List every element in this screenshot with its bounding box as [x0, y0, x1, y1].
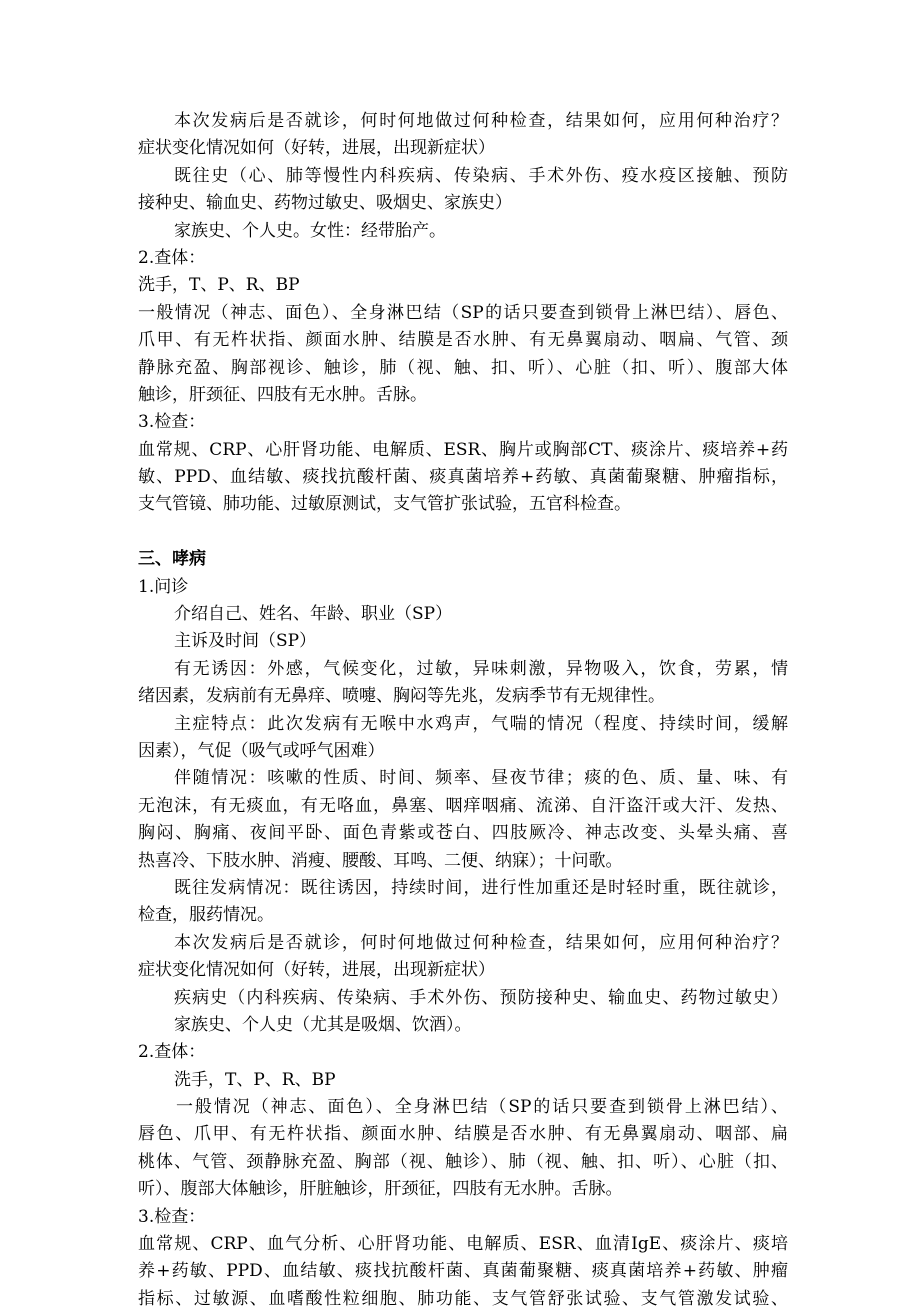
- text-line: 桃体、气管、颈静脉充盈、胸部（视、触诊）、肺（视、触、扣、听）、心脏（扣、: [138, 1151, 788, 1172]
- blank-line: [138, 519, 788, 546]
- text-line: 一般情况（神志、面色）、全身淋巴结（SP的话只要查到锁骨上淋巴结）、: [176, 1097, 788, 1118]
- text-line: 症状变化情况如何（好转，进展，出现新症状）: [138, 960, 495, 981]
- text-line: 听）、腹部大体触诊，肝脏触诊，肝颈征，四肢有无水肿。舌脉。: [138, 1179, 623, 1200]
- text-line: 疾病史（内科疾病、传染病、手术外伤、预防接种史、输血史、药物过敏史）: [174, 987, 788, 1008]
- text-line: 既往发病情况：既往诱因，持续时间，进行性加重还是时轻时重，既往就诊，: [174, 877, 788, 898]
- text-line: 绪因素，发病前有无鼻痒、喷嚏、胸闷等先兆，发病季节有无规律性。: [138, 686, 665, 707]
- text-line: 本次发病后是否就诊，何时何地做过何种检查，结果如何，应用何种治疗？: [174, 932, 788, 953]
- text-line: 唇色、爪甲、有无杵状指、颜面水肿、结膜是否水肿、有无鼻翼扇动、咽部、扁: [138, 1124, 788, 1145]
- text-line: 指标、过敏源、血嗜酸性粒细胞、肺功能、支气管舒张试验、支气管激发试验、: [138, 1288, 788, 1309]
- text-line: 既往史（心、肺等慢性内科疾病、传染病、手术外伤、疫水疫区接触、预防: [174, 165, 788, 186]
- section-heading: 2.查体：: [138, 1042, 206, 1063]
- text-line: 胸闷、胸痛、夜间平卧、面色青紫或苍白、四肢厥冷、神志改变、头晕头痛、喜: [138, 823, 788, 844]
- text-line: 本次发病后是否就诊，何时何地做过何种检查，结果如何，应用何种治疗？: [174, 111, 788, 131]
- text-line: 养+药敏、PPD、血结敏、痰找抗酸杆菌、真菌葡聚糖、痰真菌培养+药敏、肿瘤: [138, 1261, 788, 1282]
- text-line: 症状变化情况如何（好转，进展，出现新症状）: [138, 138, 495, 159]
- text-line: 因素），气促（吸气或呼气困难）: [138, 740, 385, 761]
- text-line: 伴随情况：咳嗽的性质、时间、频率、昼夜节律；痰的色、质、量、味、有: [174, 768, 788, 789]
- text-line: 血常规、CRP、血气分析、心肝肾功能、电解质、ESR、血清IgE、痰涂片、痰培: [138, 1234, 788, 1255]
- section-heading: 1.问诊: [138, 576, 189, 597]
- text-line: 介绍自己、姓名、年龄、职业（SP）: [174, 604, 453, 625]
- text-line: 接种史、输血史、药物过敏史、吸烟史、家族史）: [138, 193, 512, 214]
- section-heading: 2.查体：: [138, 247, 206, 268]
- text-line: 家族史、个人史。女性：经带胎产。: [174, 220, 446, 241]
- text-line: 静脉充盈、胸部视诊、触诊，肺（视、触、扣、听）、心脏（扣、听）、腹部大体: [138, 357, 788, 378]
- text-line: 检查，服药情况。: [138, 905, 274, 926]
- text-line: 支气管镜、肺功能、过敏原测试，支气管扩张试验，五官科检查。: [138, 494, 631, 515]
- section-title: 三、哮病: [138, 549, 206, 570]
- text-line: 触诊，肝颈征、四肢有无水肿。舌脉。: [138, 384, 427, 405]
- text-line: 洗手，T、P、R、BP: [138, 275, 300, 296]
- text-line: 有无诱因：外感，气候变化，过敏，异味刺激，异物吸入，饮食，劳累，情: [174, 658, 788, 679]
- text-line: 热喜冷、下肢水肿、消瘦、腰酸、耳鸣、二便、纳寐）；十问歌。: [138, 850, 623, 871]
- text-line: 主诉及时间（SP）: [174, 631, 317, 652]
- text-line: 敏、PPD、血结敏、痰找抗酸杆菌、痰真菌培养+药敏、真菌葡聚糖、肿瘤指标，: [138, 467, 788, 488]
- text-line: 主症特点：此次发病有无喉中水鸡声，气喘的情况（程度、持续时间，缓解: [174, 713, 788, 734]
- text-line: 一般情况（神志、面色）、全身淋巴结（SP的话只要查到锁骨上淋巴结）、唇色、: [138, 302, 788, 323]
- section-heading: 3.检查：: [138, 1206, 206, 1227]
- document-page: [138, 108, 788, 1313]
- text-line: 血常规、CRP、心肝肾功能、电解质、ESR、胸片或胸部CT、痰涂片、痰培养+药: [138, 439, 788, 460]
- text-line: 家族史、个人史（尤其是吸烟、饮酒）。: [174, 1014, 472, 1035]
- text-line: 洗手，T、P、R、BP: [174, 1069, 336, 1090]
- text-line: 爪甲、有无杵状指、颜面水肿、结膜是否水肿、有无鼻翼扇动、咽扁、气管、颈: [138, 330, 788, 351]
- section-heading: 3.检查：: [138, 412, 206, 433]
- text-line: 无泡沫，有无痰血，有无咯血，鼻塞、咽痒咽痛、流涕、自汗盗汗或大汗、发热、: [138, 795, 788, 816]
